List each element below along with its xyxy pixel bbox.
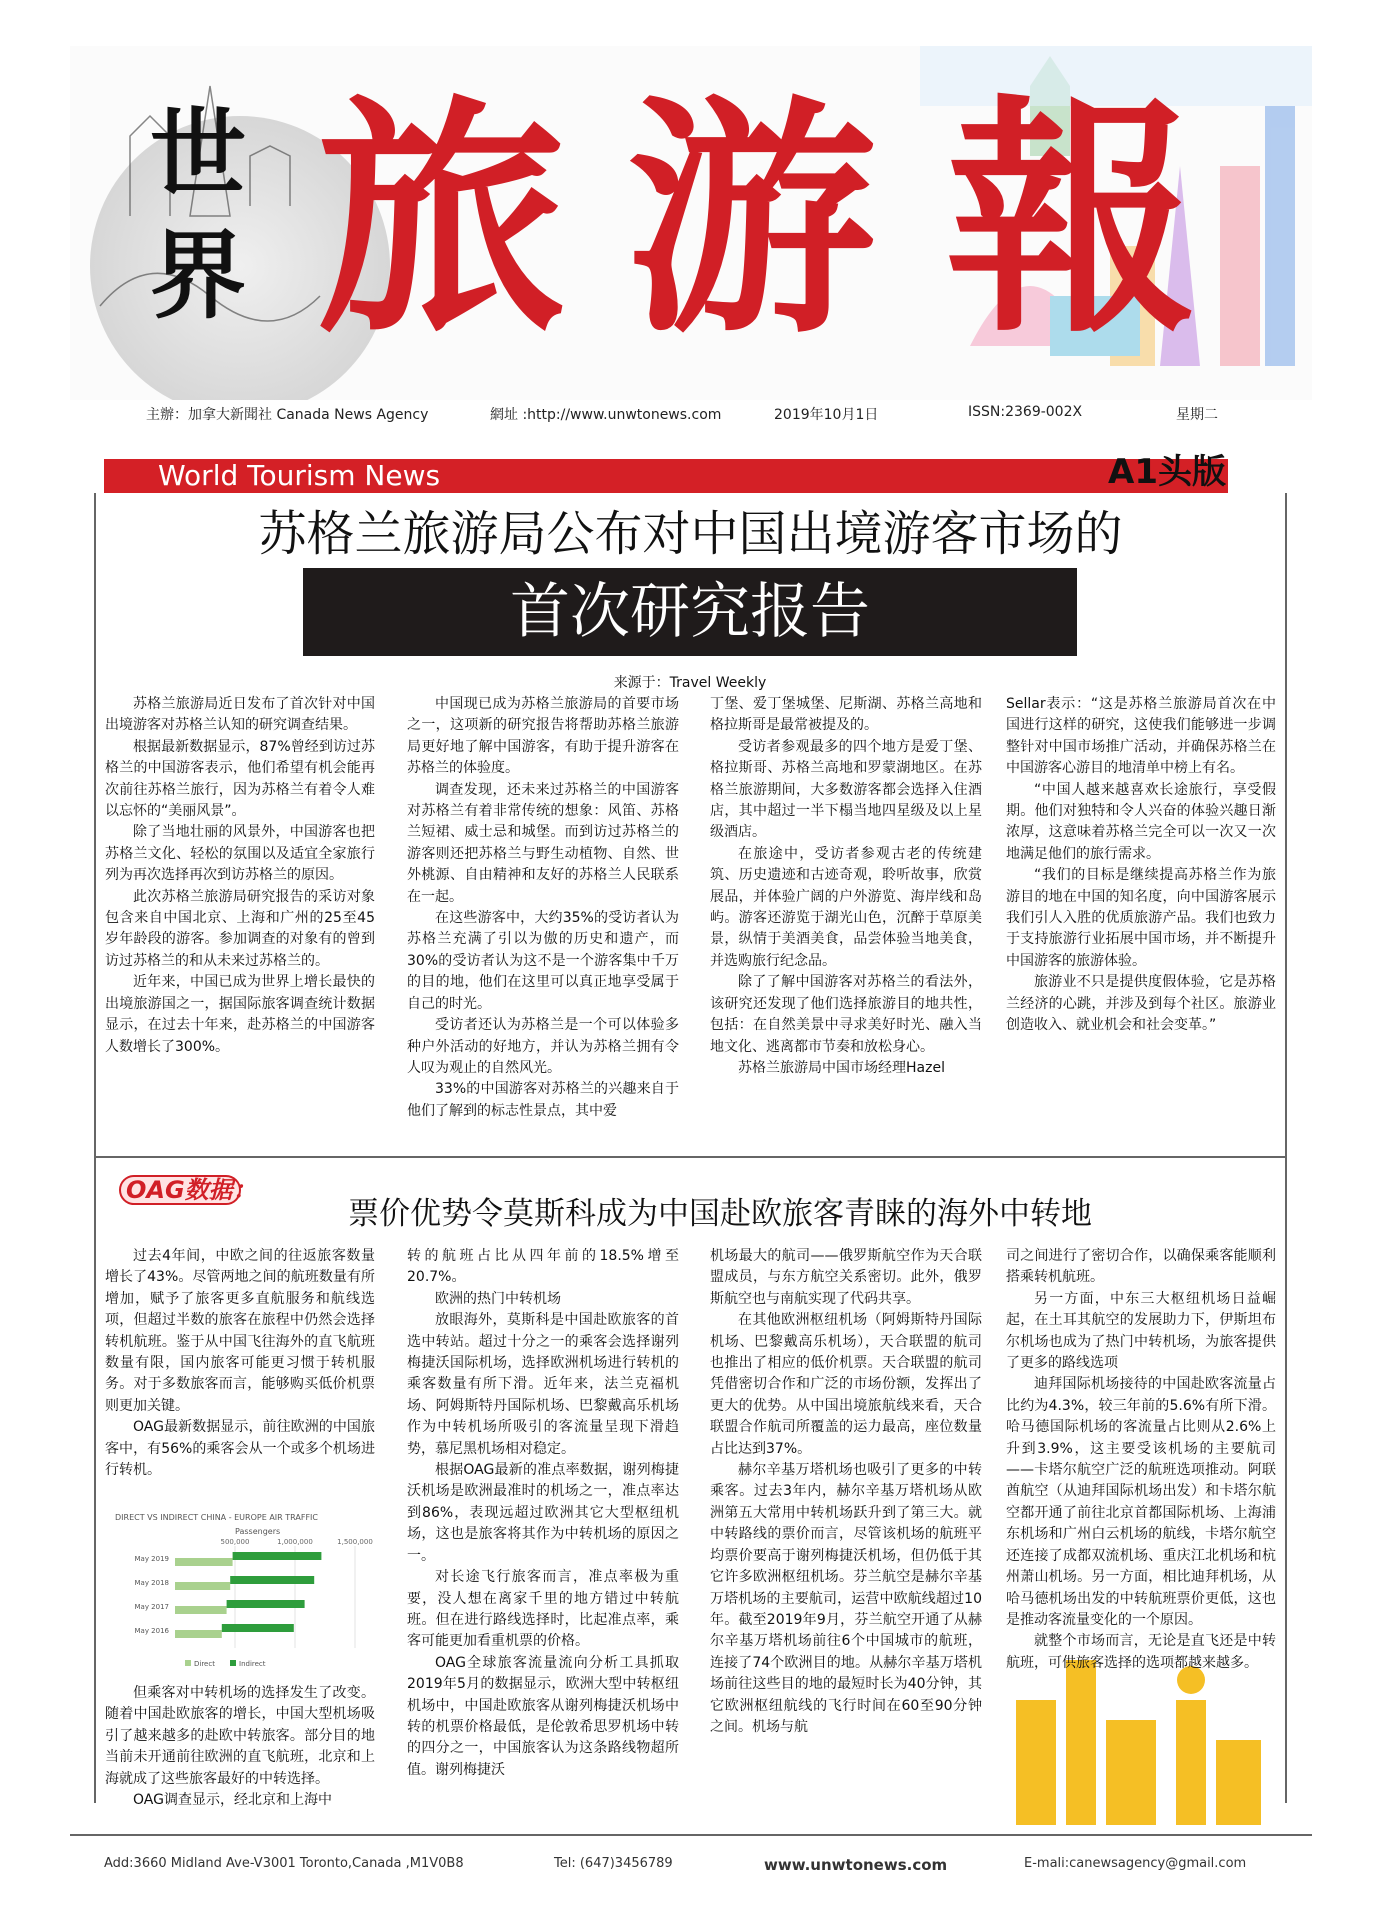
page-label: A1头版 [1108,452,1226,492]
paragraph: 就整个市场而言，无论是直飞还是中转航班，可供旅客选择的选项都越来越多。 [1006,1633,1276,1671]
paragraph: OAG全球旅客流量流向分析工具抓取2019年5月的数据显示，欧洲大型中转枢纽机场中，中国赴欧旅客从谢列梅捷沃机场中转的机票价格最低，是伦敦希思罗机场中转的四分之一，中国旅客认为这条路线物超所值。谢列梅捷沃 [407,1654,679,1778]
article1-headline-1: 苏格兰旅游局公布对中国出境游客市场的 [258,506,1123,562]
paragraph: 在其他欧洲枢纽机场（阿姆斯特丹国际机场、巴黎戴高乐机场），天合联盟的航司也推出了相应的低价机票。天合联盟的航司凭借密切合作和广泛的市场份额，发挥出了更大的优势。从中国出境旅航线来看，天合联盟合作航司所覆盖的运力最高，座位数量占比达到37%。 [710,1312,982,1457]
masthead-char-bao: 報 [946,72,1196,366]
paragraph: 机场最大的航司——俄罗斯航空作为天合联盟成员，与东方航空关系密切。此外，俄罗斯航空也与南航实现了代码共享。 [710,1248,982,1307]
paragraph: 受访者参观最多的四个地方是爱丁堡、格拉斯哥、苏格兰高地和罗蒙湖地区。在苏格兰旅游期间，大多数游客都会选择入住酒店，其中超过一半下榻当地四星级及以上星级酒店。 [710,738,982,841]
paragraph: 苏格兰旅游局中国市场经理Hazel [738,1059,945,1076]
paragraph: 在旅途中，受访者参观古老的传统建筑、历史遗迹和古迹奇观，聆听故事，欣赏展品，并体验广阔的户外游览、海岸线和岛屿。游客还游览于湖光山色，沉醉于草原美景，纵情于美酒美食，品尝体验当地美食，并选购旅行纪念品。 [710,845,982,969]
masthead-char-jie: 界 [150,219,246,332]
paragraph: 苏格兰旅游局近日发布了首次针对中国出境游客对苏格兰认知的研究调查结果。 [105,696,375,734]
chart-legend-swatch [230,1660,236,1666]
article1-headline-2: 首次研究报告 [510,577,870,647]
masthead-char-shi: 世 [150,97,246,210]
paragraph: 对长途飞行旅客而言，准点率极为重要，没人想在离家千里的地方错过中转航班。但在进行路线选择时，比起准点率，乘客可能更加看重机票的价格。 [407,1569,679,1650]
issue-date: 2019年10月1日 [774,407,879,423]
chart-category-label: May 2016 [134,1627,169,1635]
frame-left-line [94,493,96,1803]
chart-bar-direct [175,1606,227,1614]
banner-title: World Tourism News [158,459,441,492]
chart-tick-label: 500,000 [220,1538,250,1546]
paragraph: Sellar表示：“这是苏格兰旅游局首次在中国进行这样的研究，这使我们能够进一步调整针对中国市场推广活动，并确保苏格兰在中国游客心游目的地清单中榜上有名。 [1006,696,1276,777]
article2-column-1-bottom [105,1683,375,1811]
oag-badge: OAG数据： [126,1176,257,1204]
paragraph: OAG最新数据显示，前往欧洲的中国旅客中，有56%的乘客会从一个或多个机场进行转机。 [105,1419,375,1479]
paragraph: 迪拜国际机场接待的中国赴欧客流量占比约为4.3%，较三年前的5.6%有所下滑。哈马德国际机场的客流量占比则从2.6%上升到3.9%，这主要受该机场的主要航司——卡塔尔航空广泛的航班选项推动。阿联酋航空（从迪拜国际机场出发）和卡塔尔航空都开通了前往北京首都国际机场、上海浦东机场和广州白云机场的航线，卡塔尔航空还连接了成都双流机场、重庆江北机场和杭州萧山机场。另一方面，相比迪拜机场，从哈马德机场出发的中转航班票价更低，这也是推动客流量变化的一个原因。 [1006,1376,1276,1628]
footer-website: www.unwtonews.com [764,1856,948,1874]
chart-bar-indirect [230,1576,314,1584]
chart-legend-swatch [185,1660,191,1666]
chart-tick-label: 1,500,000 [337,1538,373,1546]
article2-column-4 [1006,1246,1276,1674]
chart-category-label: May 2017 [134,1603,169,1611]
paragraph: 受访者还认为苏格兰是一个可以体验多种户外活动的好地方，并认为苏格兰拥有令人叹为观止的自然风光。 [407,1017,679,1076]
frame-right-line [1285,493,1287,1803]
masthead-info-row [70,404,1312,430]
paragraph: 但乘客对中转机场的选择发生了改变。随着中国赴欧旅客的增长，中国大型机场吸引了越来越多的赴欧中转旅客。部分目的地当前未开通前往欧洲的直飞航班，北京和上海就成了这些旅客最好的中转选择。 [105,1685,375,1787]
chart-xlabel: Passengers [235,1527,281,1536]
article1-column-3 [710,694,982,1079]
section-divider [94,1156,1287,1158]
masthead-char-you: 游 [626,72,876,366]
paragraph: 旅游业不只是提供度假体验，它是苏格兰经济的心跳，并涉及到每个社区。旅游业创造收入、就业机会和社会变革。” [1006,974,1276,1034]
footer-tel: Tel: (647)3456789 [554,1856,673,1871]
article1-column-2 [407,694,679,1122]
article2-headline: 票价优势令莫斯科成为中国赴欧旅客青睐的海外中转地 [348,1196,1092,1232]
website: 網址 :http://www.unwtonews.com [490,407,722,423]
paragraph: 另一方面，中东三大枢纽机场日益崛起，在土耳其航空的发展助力下，伊斯坦布尔机场也成为了热门中转机场，为旅客提供了更多的路线选项 [1006,1290,1276,1372]
chart-bar-direct [175,1558,233,1566]
article2-column-1-top [105,1246,375,1481]
chart-category-label: May 2018 [134,1579,169,1587]
chart-legend-label: Indirect [239,1660,266,1668]
chart-bar-indirect [233,1552,322,1560]
footer-address: Add:3660 Midland Ave-V3001 Toronto,Canada ,M1V0B8 [104,1856,464,1871]
chart-legend-label: Direct [194,1660,215,1668]
chart-bar-indirect [227,1600,305,1608]
article2-column-2 [407,1246,679,1781]
footer [104,1856,1264,1880]
paragraph: 中国现已成为苏格兰旅游局的首要市场之一，这项新的研究报告将帮助苏格兰旅游局更好地了解中国游客，有助于提升游客在苏格兰的体验度。 [407,696,679,777]
masthead-char-lv: 旅 [316,72,566,366]
paragraph: 除了当地壮丽的风景外，中国游客也把苏格兰文化、轻松的氛围以及适宜全家旅行列为再次选择再次到访苏格兰的原因。 [105,824,375,884]
paragraph: 在这些游客中，大约35%的受访者认为苏格兰充满了引以为傲的历史和遗产，而30%的受访者认为这不是一个游客集中千万的目的地，他们在这里可以真正地享受属于自己的时光。 [407,910,679,1012]
article1-column-4 [1006,694,1276,1037]
paragraph: “我们的目标是继续提高苏格兰作为旅游目的地在中国的知名度，向中国游客展示我们引人入胜的优质旅游产品。我们也致力于支持旅游行业拓展中国市场，并不断提升中国游客的旅游体验。 [1006,867,1276,969]
chart-tick-label: 1,000,000 [277,1538,313,1546]
chart-title: DIRECT VS INDIRECT CHINA - EUROPE AIR TRAFFIC [115,1513,318,1522]
paragraph: 放眼海外，莫斯科是中国赴欧旅客的首选中转站。超过十分之一的乘客会选择谢列梅捷沃国际机场，选择欧洲机场进行转机的乘客数量有所下滑。近年来，法兰克福机场、阿姆斯特丹国际机场、巴黎戴高乐机场作为中转机场所吸引的客流量呈现下滑趋势，慕尼黑机场相对稳定。 [407,1312,679,1457]
chart-bar-indirect [222,1624,294,1632]
footer-divider [70,1834,1312,1836]
paragraph: 丁堡、爱丁堡城堡、尼斯湖、苏格兰高地和格拉斯哥是最常被提及的。 [710,696,982,734]
sponsor: 主辦：加拿大新聞社 Canada News Agency [146,407,429,423]
article1-source: 来源于：Travel Weekly [613,675,767,691]
issn: ISSN:2369-002X [968,404,1083,420]
weekday: 星期二 [1176,407,1218,423]
chart-category-label: May 2019 [134,1555,169,1563]
traffic-chart [105,1508,375,1668]
article2-column-3 [710,1246,982,1738]
paragraph: “中国人越来越喜欢长途旅行，享受假期。他们对独特和令人兴奋的体验兴趣日渐浓厚，这意味着苏格兰完全可以一次又一次地满足他们的旅行需求。 [1006,781,1276,862]
footer-email: E-mali:canewsagency@gmail.com [1024,1856,1247,1871]
paragraph: 过去4年间，中欧之间的往返旅客数量增长了43%。尽管两地之间的航班数量有所增加，赋予了旅客更多直航服务和航线选项，但超过半数的旅客在旅程中仍然会选择转机航班。鉴于从中国飞往海外的直飞航班数量有限，国内旅客可能更习惯于转机服务。对于多数旅客而言，能够购买低价机票则更加关键。 [105,1248,375,1414]
chart-bar-direct [175,1630,222,1638]
subheading: 欧洲的热门中转机场 [435,1290,561,1307]
masthead [70,46,1312,400]
paragraph: 33%的中国游客对苏格兰的兴趣来自于他们了解到的标志性景点，其中爱 [407,1081,679,1119]
paragraph: 转的航班占比从四年前的18.5%增至20.7%。 [407,1248,679,1286]
paragraph: 此次苏格兰旅游局研究报告的采访对象包含来自中国北京、上海和广州的25至45岁年龄段的游客。参加调查的对象有的曾到访过苏格兰的和从未来过苏格兰的。 [105,888,375,969]
paragraph: 根据最新数据显示，87%曾经到访过苏格兰的中国游客表示，他们希望有机会能再次前往苏格兰旅行，因为苏格兰有着令人难以忘怀的“美丽风景”。 [105,738,375,820]
paragraph: 根据OAG最新的准点率数据，谢列梅捷沃机场是欧洲最准时的机场之一，准点率达到86%，表现远超过欧洲其它大型枢纽机场，这也是旅客将其作为中转机场的原因之一。 [407,1462,679,1564]
paragraph: 近年来，中国已成为世界上增长最快的出境旅游国之一，据国际旅客调查统计数据显示，在过去十年来，赴苏格兰的中国游客人数增长了300%。 [105,974,375,1055]
paragraph: OAG调查显示，经北京和上海中 [133,1792,332,1809]
paragraph: 赫尔辛基万塔机场也吸引了更多的中转乘客。过去3年内，赫尔辛基万塔机场从欧洲第五大常用中转机场跃升到了第三大。就中转路线的票价而言，尽管该机场的航班平均票价要高于谢列梅捷沃机场，但仍低于其它许多欧洲枢纽机场。芬兰航空是赫尔辛基万塔机场的主要航司，运营中欧航线超过10年。截至2019年9月，芬兰航空开通了从赫尔辛基万塔机场前往6个中国城市的航班，连接了74个欧洲目的地。从赫尔辛基万塔机场前往这些目的地的最短时长为40分钟，其它欧洲枢纽航线的飞行时间在60至90分钟之间。机场与航 [710,1462,982,1735]
article1-column-1 [105,694,375,1058]
paragraph: 司之间进行了密切合作，以确保乘客能顺利搭乘转机航班。 [1006,1248,1276,1286]
chart-bar-direct [175,1582,230,1590]
paragraph: 除了了解中国游客对苏格兰的看法外，该研究还发现了他们选择旅游目的地共性，包括：在自然美景中寻求美好时光、融入当地文化、逃离都市节奏和放松身心。 [710,974,982,1055]
paragraph: 调查发现，还未来过苏格兰的中国游客对苏格兰有着非常传统的想象：风笛、苏格兰短裙、威士忌和城堡。而到访过苏格兰的游客则还把苏格兰与野生动植物、自然、世外桃源、自由精神和友好的苏格兰人民联系在一起。 [407,781,679,905]
